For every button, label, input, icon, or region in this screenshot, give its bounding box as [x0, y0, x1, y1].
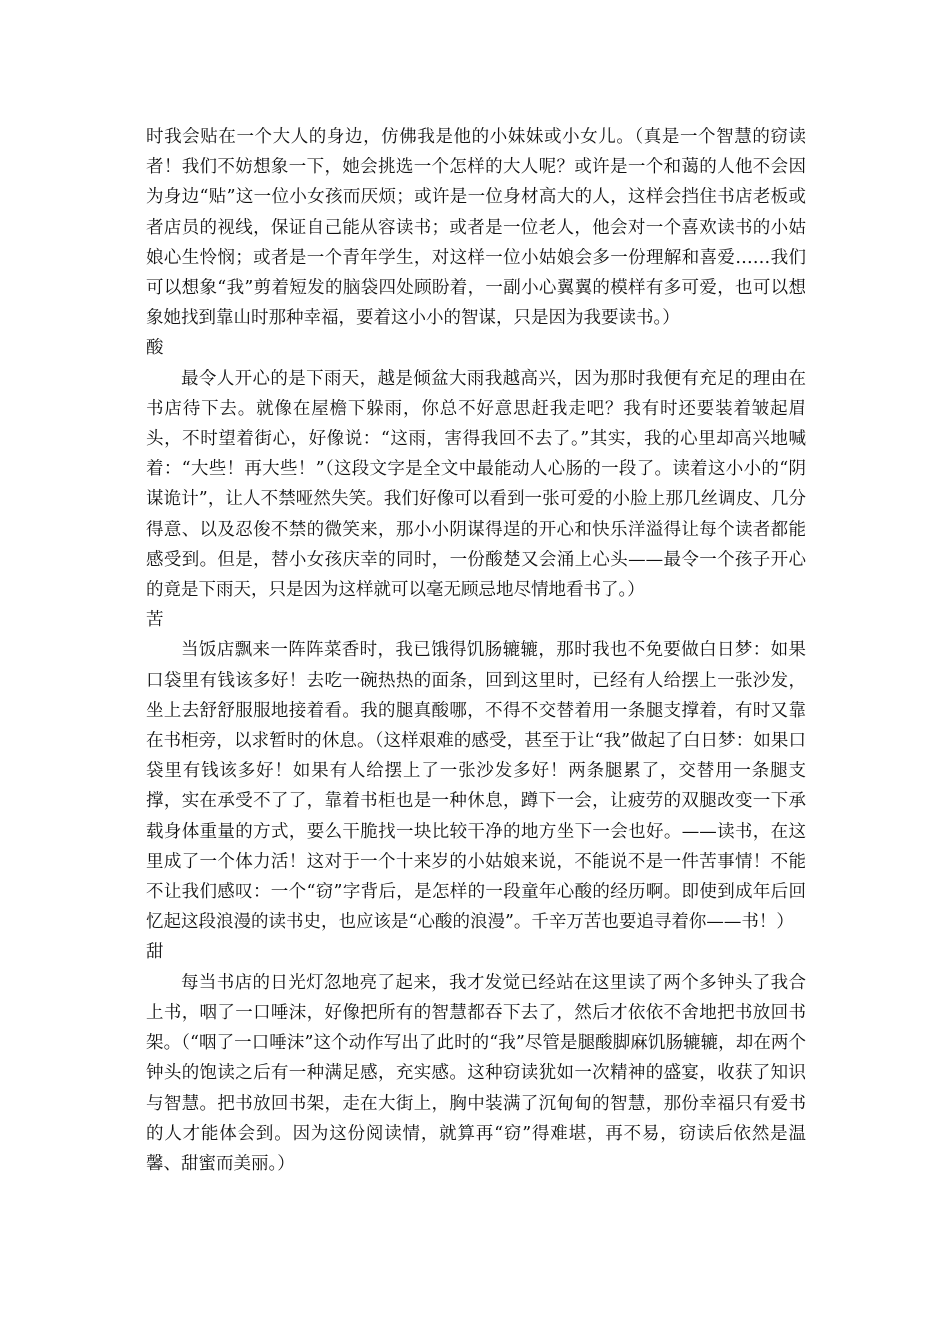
document-body — [146, 122, 806, 1179]
section-heading-sweet: 甜 — [146, 942, 164, 963]
paragraph-opening: 时我会贴在一个大人的身边，仿佛我是他的小妹妹或小女儿。（真是一个智慧的窃读者！我们不妨想象一下，她会挑选一个怎样的大人呢？或许是一个和蔼的人他不会因为身边“贴”这一位小女孩而厌烦；或许是一位身材高大的人，这样会挡住书店老板或者店员的视线，保证自己能从容读书；或者是一位老人，他会对一个喜欢读书的小姑娘心生怜悯；或者是一个青年学生，对这样一位小姑娘会多一份理解和喜爱……我们可以想象“我”剪着短发的脑袋四处顾盼着，一副小心翼翼的模样有多可爱，也可以想象她找到靠山时那种幸福，要着这小小的智谋，只是因为我要读书。） — [146, 127, 806, 329]
paragraph-bitter: 当饭店飘来一阵阵菜香时，我已饿得饥肠辘辘，那时我也不免要做白日梦：如果口袋里有钱该多好！去吃一碗热热的面条，回到这里时，已经有人给摆上一张沙发，坐上去舒舒服服地接着看。我的腿真酸哪，不得不交替着用一条腿支撑着，有时又靠在书柜旁，以求暂时的休息。（这样艰难的感受，甚至于让“我”做起了白日梦：如果口袋里有钱该多好！如果有人给摆上了一张沙发多好！两条腿累了，交替用一条腿支撑，实在承受不了了，靠着书柜也是一种休息，蹲下一会，让疲劳的双腿改变一下承载身体重量的方式，要么干脆找一块比较干净的地方坐下一会也好。——读书，在这里成了一个体力活！这对于一个十来岁的小姑娘来说，不能说不是一件苦事情！不能不让我们感叹：一个“窃”字背后，是怎样的一段童年心酸的经历啊。即使到成年后回忆起这段浪漫的读书史，也应该是“心酸的浪漫”。千辛万苦也要追寻着你——书！） — [146, 640, 806, 933]
section-heading-bitter: 苦 — [146, 610, 164, 631]
section-heading-sour: 酸 — [146, 338, 164, 359]
paragraph-sweet: 每当书店的日光灯忽地亮了起来，我才发觉已经站在这里读了两个多钟头了我合上书，咽了一口唾沫，好像把所有的智慧都吞下去了，然后才依依不舍地把书放回书架。（“咽了一口唾沫”这个动作写出了此时的“我”尽管是腿酸脚麻饥肠辘辘，却在两个钟头的饱读之后有一种满足感，充实感。这种窃读犹如一次精神的盛宴，收获了知识与智慧。把书放回书架，走在大街上，胸中装满了沉甸甸的智慧，那份幸福只有爱书的人才能体会到。因为这份阅读情，就算再“窃”得难堪，再不易，窃读后依然是温馨、甜蜜而美丽。） — [146, 972, 806, 1174]
paragraph-sour: 最令人开心的是下雨天，越是倾盆大雨我越高兴，因为那时我便有充足的理由在书店待下去。就像在屋檐下躲雨，你总不好意思赶我走吧？我有时还要装着皱起眉头，不时望着街心，好像说：“这雨，害得我回不去了。”其实，我的心里却高兴地喊着：“大些！再大些！”（这段文字是全文中最能动人心肠的一段了。读着这小小的“阴谋诡计”，让人不禁哑然失笑。我们好像可以看到一张可爱的小脸上那几丝调皮、几分得意、以及忍俊不禁的微笑来，那小小阴谋得逞的开心和快乐洋溢得让每个读者都能感受到。但是，替小女孩庆幸的同时，一份酸楚又会涌上心头——最令一个孩子开心的竟是下雨天，只是因为这样就可以毫无顾忌地尽情地看书了。） — [146, 368, 806, 601]
